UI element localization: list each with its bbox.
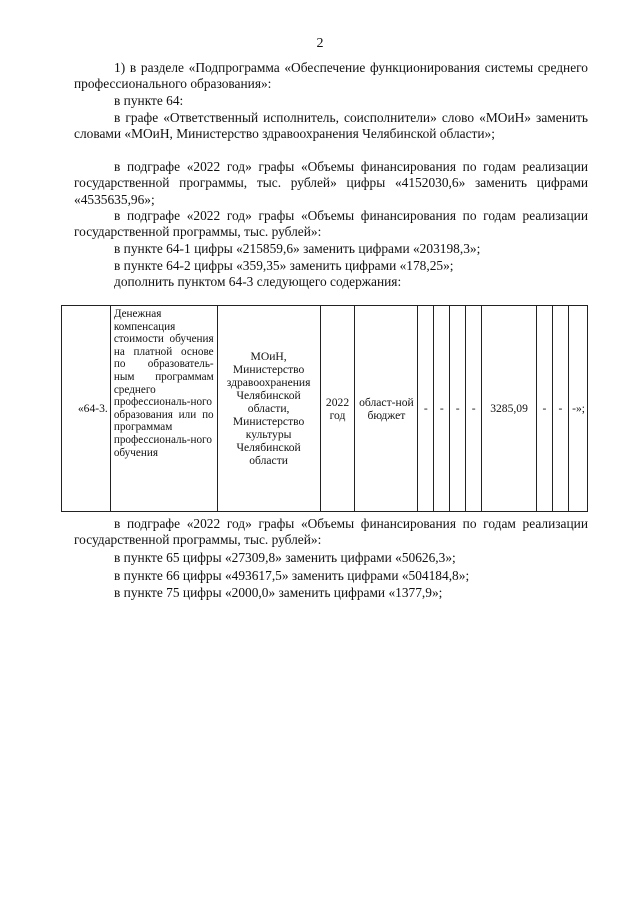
funding-source-cell: област-ной бюджет [355,306,418,512]
inserted-row-table [61,305,588,512]
paragraph-item-64-1: в пункте 64-1 цифры «215859,6» заменить цифрами «203198,3»; [114,241,481,256]
page-number: 2 [316,36,324,51]
row-number-cell: «64-3. [62,306,111,512]
paragraph-add-item: дополнить пунктом 64-3 следующего содержания: [114,274,402,289]
paragraph-2022-change: в подграфе «2022 год» графы «Объемы финансирования по годам реализации государственной программы, тыс. рублей» цифры «4152030,6» заменить цифрами «4535635,96»; [74,159,588,207]
paragraph-item-65: в пункте 65 цифры «27309,8» заменить цифрами «50626,3»; [114,550,456,565]
empty-value-cell: - [537,306,553,512]
paragraph-executor-change: в графе «Ответственный исполнитель, соисполнители» слово «МОиН» заменить словами «МОиН, Министерство здравоохранения Челябинской области»; [74,110,588,142]
paragraph-section-1: 1) в разделе «Подпрограмма «Обеспечение функционирования системы среднего профессионального образования»: [74,60,588,92]
paragraph-item-66: в пункте 66 цифры «493617,5» заменить цифрами «504184,8»; [114,568,470,583]
empty-value-cell: - [552,306,568,512]
year-cell: 2022 год [320,306,355,512]
closing-cell: -»; [568,306,587,512]
empty-value-cell: - [450,306,466,512]
empty-value-cell: - [466,306,482,512]
empty-value-cell: - [434,306,450,512]
paragraph-2022-subheading-2: в подграфе «2022 год» графы «Объемы финансирования по годам реализации государственной программы, тыс. рублей»: [74,516,588,548]
paragraph-item-64-2: в пункте 64-2 цифры «359,35» заменить цифрами «178,25»; [114,258,454,273]
empty-value-cell: - [418,306,434,512]
description-cell: Денежная компенсация стоимости обучения на платной основе по образователь-ным программам среднего профессиональ-ного образования или по программам профессиональ-ного обучения [110,306,217,512]
paragraph-item-75: в пункте 75 цифры «2000,0» заменить цифрами «1377,9»; [114,585,443,600]
executors-cell: МОиН, Министерство здравоохранения Челябинской области, Министерство культуры Челябинской области [217,306,320,512]
amount-cell: 3285,09 [482,306,537,512]
paragraph-2022-subheading: в подграфе «2022 год» графы «Объемы финансирования по годам реализации государственной программы, тыс. рублей»: [74,208,588,240]
paragraph-item-64: в пункте 64: [114,93,184,108]
table-row [62,306,588,512]
